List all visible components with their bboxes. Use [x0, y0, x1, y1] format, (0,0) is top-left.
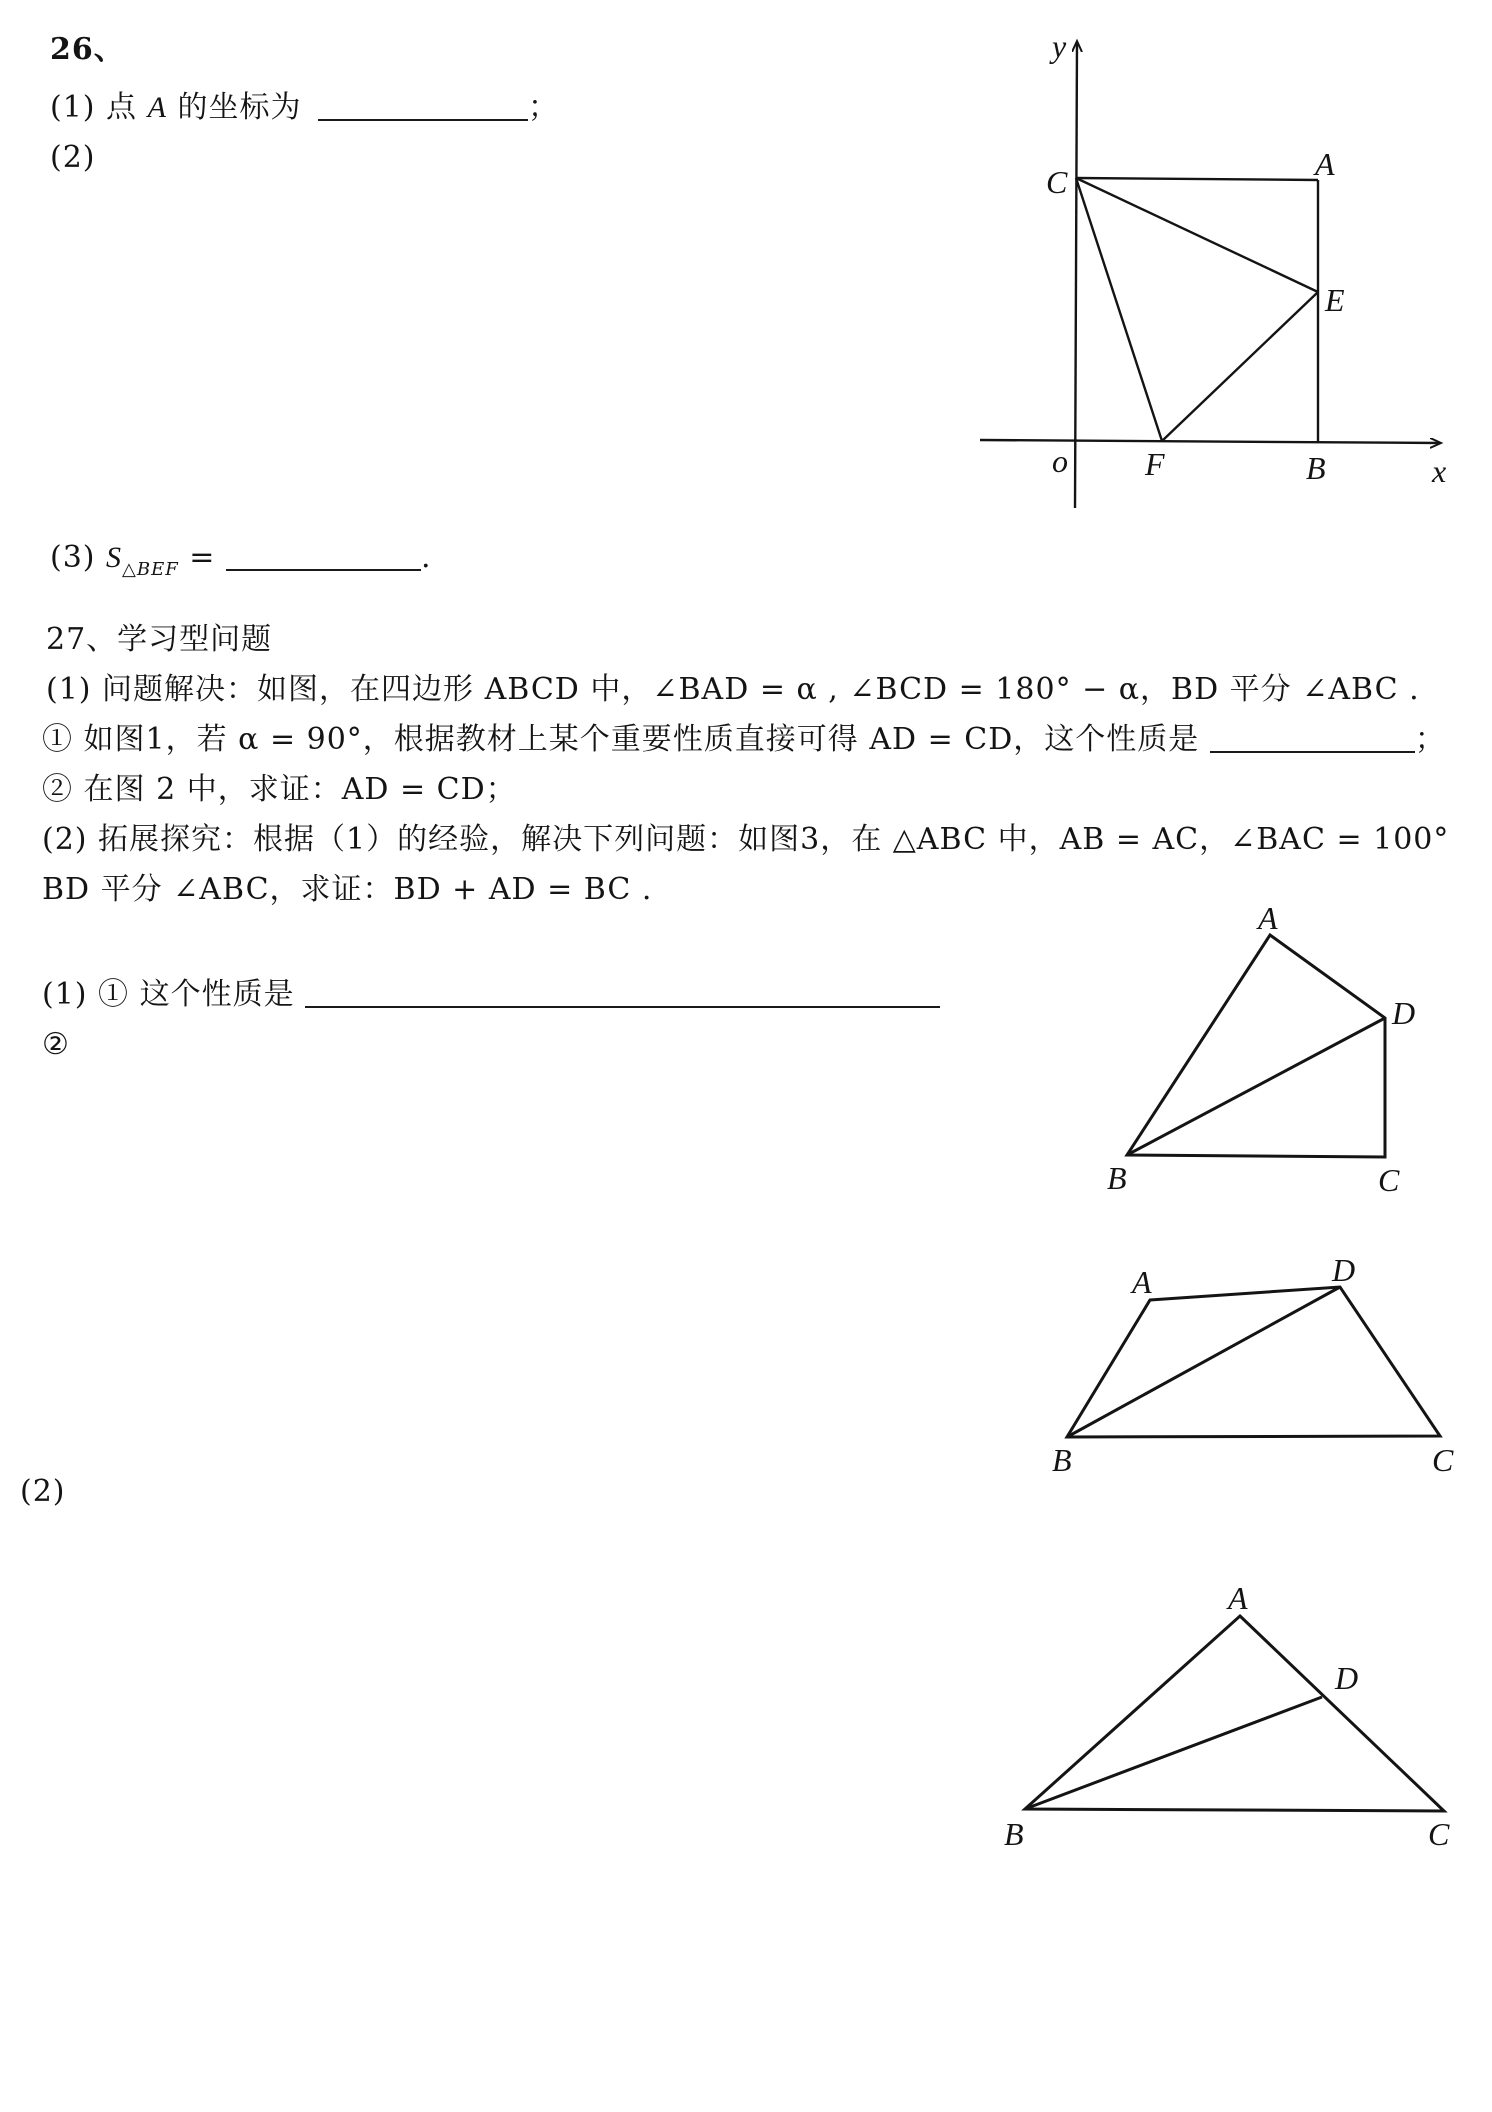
label-D-fig1: D — [1392, 995, 1416, 1031]
q26-part3-end: . — [420, 540, 432, 575]
segment-BD-fig3 — [1025, 1697, 1322, 1809]
diagonal-BD-fig2 — [1067, 1287, 1340, 1437]
q26-part1-end: ； — [528, 90, 559, 125]
label-B-q26: B — [1306, 450, 1326, 486]
segment-CA — [1076, 178, 1318, 180]
q26-coordinate-figure — [980, 42, 1440, 508]
label-B-fig2: B — [1052, 1442, 1072, 1478]
label-B-fig3: B — [1004, 1816, 1024, 1852]
q27-line4: (2) 拓展探究：根据（1）的经验，解决下列问题：如图3，在 △ABC 中，AB = AC，∠BAC = 100° — [42, 822, 1450, 857]
q27-line2-text: ① 如图1，若 α = 90°，根据教材上某个重要性质直接可得 AD = CD，这个性质是 — [42, 722, 1200, 757]
triangle-ABC-fig3 — [1025, 1616, 1444, 1811]
q27-line3: ② 在图 2 中，求证：AD = CD； — [42, 772, 517, 807]
q26-part1-suffix: 的坐标为 — [166, 90, 302, 125]
q27-line5: BD 平分 ∠ABC，求证：BD + AD = BC . — [42, 872, 653, 907]
y-axis — [1075, 42, 1077, 508]
q27-line1: (1) 问题解决：如图，在四边形 ABCD 中，∠BAD = α , ∠BCD = 180° − α，BD 平分 ∠ABC . — [46, 672, 1420, 707]
x-axis — [980, 440, 1440, 443]
q26-part1-prefix: (1) 点 — [50, 90, 148, 125]
label-A-fig2: A — [1132, 1264, 1152, 1300]
label-F-q26: F — [1145, 446, 1165, 482]
q26-part3-sub: △BEF — [122, 559, 179, 580]
label-o: o — [1052, 443, 1068, 479]
q27-answer-1-label: (1) ① 这个性质是 — [42, 977, 295, 1012]
label-A-q26: A — [1315, 146, 1335, 182]
label-C-fig3: C — [1428, 1816, 1450, 1852]
q26-part3-eq: = — [178, 540, 226, 575]
segment-EF — [1162, 292, 1318, 441]
q26-part1-var: A — [147, 91, 167, 124]
q27-figure-3 — [1025, 1616, 1444, 1811]
segment-CF — [1076, 178, 1162, 441]
label-D-fig2: D — [1332, 1252, 1356, 1288]
q26-number: 26、 — [50, 32, 125, 67]
label-B-fig1: B — [1107, 1160, 1127, 1196]
q26-part2-label: (2) — [50, 140, 96, 175]
label-E-q26: E — [1325, 282, 1345, 318]
label-x: x — [1432, 453, 1447, 489]
q27-answer-2-label: ② — [42, 1027, 70, 1062]
q27-figure-2 — [1067, 1287, 1440, 1437]
quad-ABCD-fig2 — [1067, 1287, 1440, 1437]
segment-CE — [1076, 178, 1318, 292]
q27-line2-end: ； — [1414, 722, 1446, 757]
q27-title: 27、学习型问题 — [46, 622, 273, 657]
diagonal-BD-fig1 — [1127, 1018, 1385, 1155]
q27-figure-1 — [1127, 935, 1385, 1157]
label-y: y — [1052, 28, 1067, 64]
label-D-fig3: D — [1335, 1660, 1359, 1696]
q27-answer-3-label: (2) — [20, 1474, 66, 1509]
label-C-fig1: C — [1378, 1162, 1400, 1198]
label-C-q26: C — [1046, 164, 1068, 200]
quad-ABCD-fig1 — [1127, 935, 1385, 1157]
q26-part3-label: (3) — [50, 540, 96, 575]
label-A-fig1: A — [1258, 900, 1278, 936]
label-C-fig2: C — [1432, 1442, 1454, 1478]
q26-part3-s: S — [106, 541, 123, 574]
label-A-fig3: A — [1228, 1580, 1248, 1616]
